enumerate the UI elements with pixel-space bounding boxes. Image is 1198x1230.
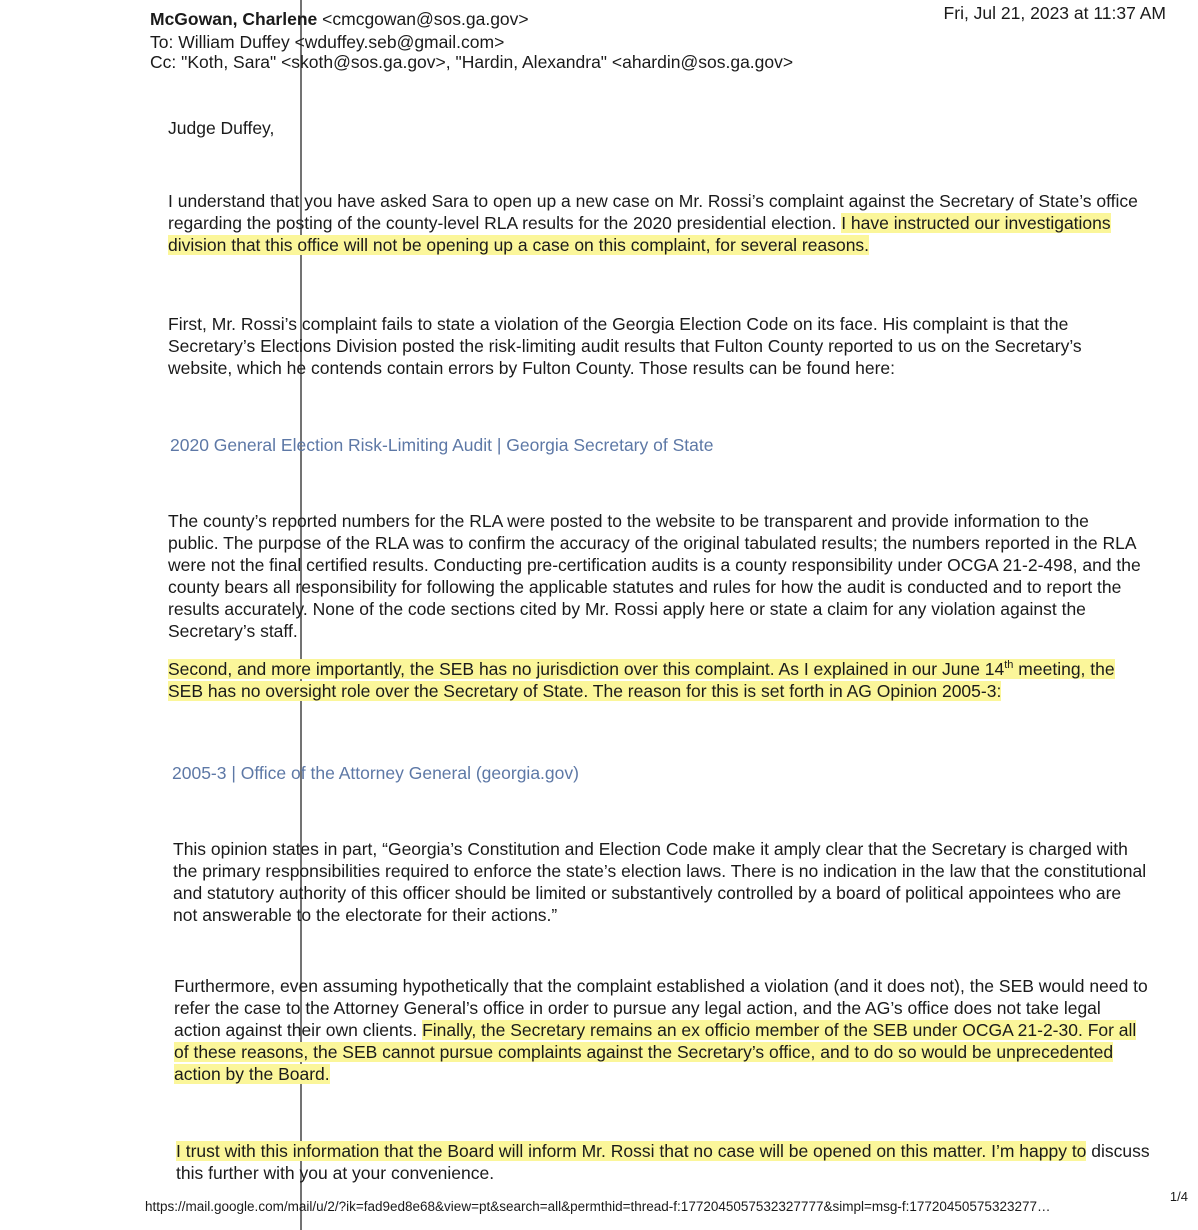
- paragraph-1: [168, 190, 1143, 256]
- paragraph-6: [174, 975, 1149, 1085]
- sender-name: McGowan, Charlene: [150, 9, 318, 29]
- paragraph-7: [176, 1140, 1151, 1184]
- ordinal-suffix: th: [1004, 659, 1014, 672]
- page-number: 1/4: [1169, 1189, 1188, 1204]
- paragraph-2: First, Mr. Rossi’s complaint fails to state a violation of the Georgia Election Code on its face. His complaint is that the Secretary’s Elections Division posted the risk-limiting audit results that Fulton County reported to us on the Secretary’s website, which he contends contain errors by Fulton County. Those results can be found here:: [168, 314, 1082, 378]
- footer-url: https://mail.google.com/mail/u/2/?ik=fad9ed8e68&view=pt&search=all&permthid=thread-f:1772045057532327777&simpl=msg-f:17720450575323277…: [145, 1199, 1051, 1214]
- paragraph-4-text-b: meeting, the SEB has no oversight role over the Secretary of State. The reason for this is set forth in AG Opinion 2005-3:: [168, 659, 1115, 701]
- rla-link[interactable]: 2020 General Election Risk-Limiting Audit | Georgia Secretary of State: [170, 435, 714, 455]
- to-line: To: William Duffey <wduffey.seb@gmail.com>: [150, 32, 505, 52]
- greeting: Judge Duffey,: [168, 118, 275, 138]
- paragraph-1-text: I understand that you have asked Sara to open up a new case on Mr. Rossi’s complaint against the Secretary of State’s office regarding the posting of the county-level RLA results for the 2020 presidential election.: [168, 191, 1138, 233]
- cc-line: Cc: "Koth, Sara" <skoth@sos.ga.gov>, "Hardin, Alexandra" <ahardin@sos.ga.gov>: [150, 52, 794, 72]
- paragraph-3: The county’s reported numbers for the RLA were posted to the website to be transparent and provide information to the public. The purpose of the RLA was to confirm the accuracy of the original tabulated results; the numbers reported in the RLA were not the final certified results. Conducting pre-certification audits is a county responsibility under OCGA 21-2-498, and the county bears all responsibility for following the applicable statutes and rules for how the audit is conducted and to report the results accurately. None of the code sections cited by Mr. Rossi apply here or state a claim for any violation against the Secretary’s staff.: [168, 511, 1141, 641]
- paragraph-4-highlight: [168, 659, 1115, 701]
- paragraph-5: This opinion states in part, “Georgia’s Constitution and Election Code make it amply clear that the Secretary is charged with the primary responsibilities required to enforce the state’s election laws. There is no indication in the law that the constitutional and statutory authority of this officer should be limited or substantively controlled by a board of political appointees who are not answerable to the electorate for their actions.”: [173, 839, 1147, 925]
- sender-line: [150, 8, 529, 30]
- paragraph-6-text: Furthermore, even assuming hypothetically that the complaint established a violation (and it does not), the SEB would need to refer the case to the Attorney General’s office in order to pursue any legal action, and the AG’s office does not take legal action against their own clients.: [174, 976, 1148, 1040]
- sender-email[interactable]: <cmcgowan@sos.ga.gov>: [322, 9, 529, 29]
- paragraph-7-text: discuss this further with you at your convenience.: [176, 1141, 1150, 1183]
- email-date: Fri, Jul 21, 2023 at 11:37 AM: [943, 3, 1166, 23]
- ag-opinion-link[interactable]: 2005-3 | Office of the Attorney General (georgia.gov): [172, 763, 579, 783]
- paragraph-7-highlight: I trust with this information that the Board will inform Mr. Rossi that no case will be opened on this matter. I’m happy to: [176, 1141, 1087, 1161]
- paragraph-4-text-a: Second, and more importantly, the SEB has no jurisdiction over this complaint. As I explained in our June 14: [168, 659, 1005, 679]
- paragraph-4: [168, 658, 1143, 702]
- paragraph-6-highlight: Finally, the Secretary remains an ex officio member of the SEB under OCGA 21-2-30. For all of these reasons, the SEB cannot pursue complaints against the Secretary’s office, and to do so would be unprecedented action by the Board.: [174, 1020, 1137, 1084]
- paragraph-1-highlight: I have instructed our investigations division that this office will not be opening up a case on this complaint, for several reasons.: [168, 213, 1111, 255]
